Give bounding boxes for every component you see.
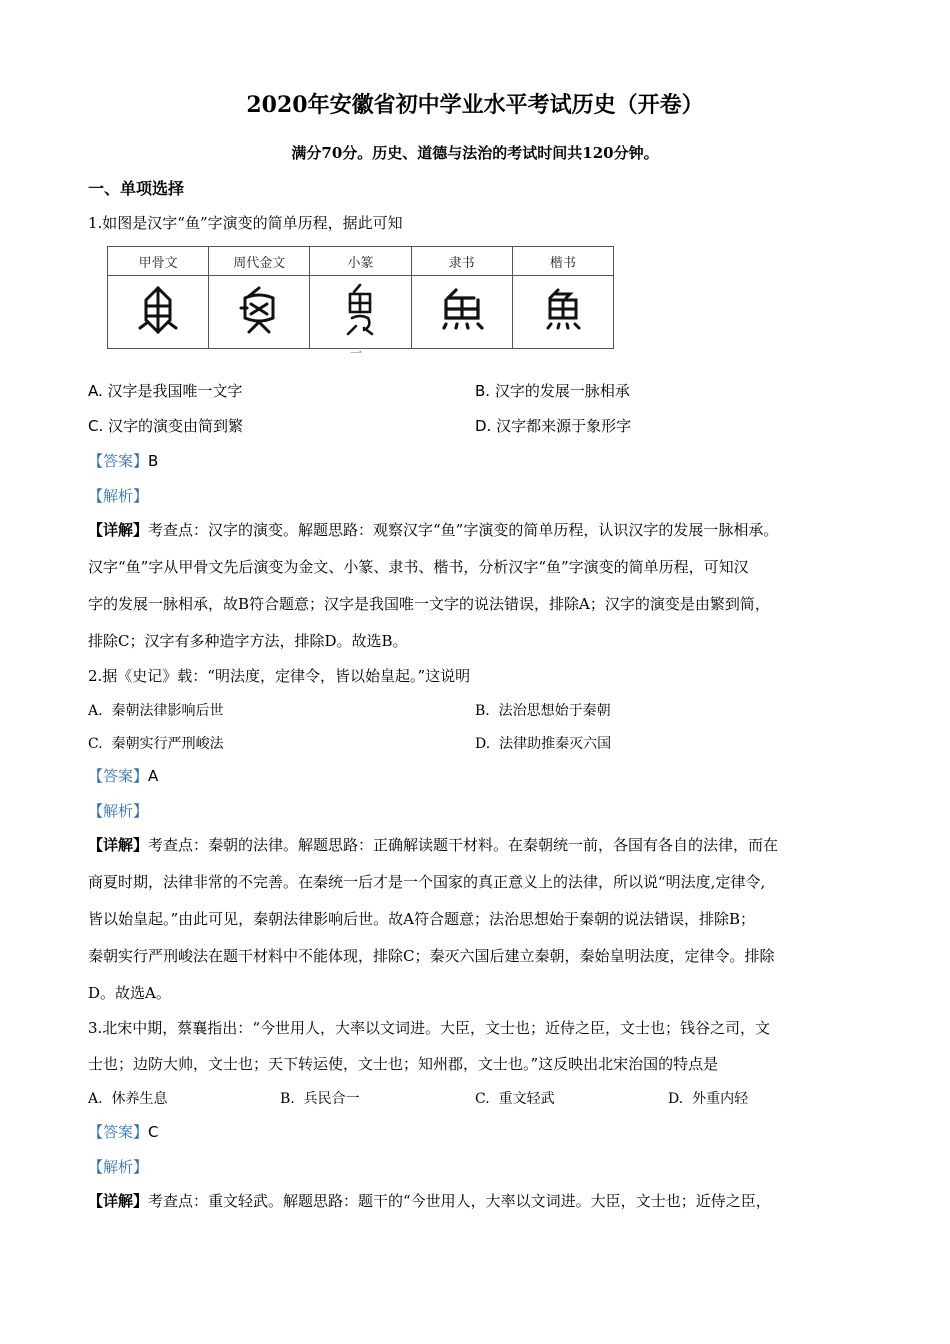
- detail-line: 【详解】考查点：秦朝的法律。解题思路：正确解读题干材料。在秦朝统一前，各国有各自的法律，而在: [88, 836, 779, 854]
- option-a: A. 秦朝法律影响后世: [88, 703, 224, 719]
- page-title: 2020年安徽省初中学业水平考试历史（开卷）: [246, 92, 704, 118]
- regular-fish-icon: [538, 286, 588, 334]
- analysis-label: 【解析】: [88, 487, 149, 505]
- option-d: D. 汉字都来源于象形字: [475, 417, 632, 435]
- question-1-stem: 1.如图是汉字“鱼”字演变的简单历程，据此可知: [88, 214, 403, 232]
- table-header: 楷书: [512, 247, 613, 276]
- question-3-stem: 3.北宋中期，蔡襄指出：“今世用人，大率以文词进。大臣，文士也；近侍之臣，文士也；钱谷之司，文: [88, 1019, 770, 1037]
- answer-line: 【答案】A: [88, 767, 159, 785]
- table-header: 小篆: [310, 247, 411, 276]
- detail-line: 商夏时期，法律非常的不完善。在秦统一后才是一个国家的真正意义上的法律，所以说“明法度,定律令,: [88, 873, 766, 891]
- clerical-fish-icon: [434, 286, 490, 334]
- option-b: B. 汉字的发展一脉相承: [475, 382, 630, 400]
- table-header: 隶书: [411, 247, 512, 276]
- question-2-stem: 2.据《史记》载：“明法度，定律令，皆以始皇起。”这说明: [88, 667, 471, 685]
- detail-line: 皆以始皇起。”由此可见，秦朝法律影响后世。故A符合题意；法治思想始于秦朝的说法错误，排除B；: [88, 910, 756, 928]
- option-a: A. 汉字是我国唯一文字: [88, 382, 243, 400]
- option-a: A. 休养生息: [88, 1091, 168, 1107]
- table-header: 周代金文: [209, 247, 310, 276]
- exam-note: 满分70分。历史、道德与法治的考试时间共120分钟。: [291, 144, 659, 162]
- fish-evolution-table: [107, 246, 614, 348]
- detail-line: 字的发展一脉相承，故B符合题意；汉字是我国唯一文字的说法错误，排除A；汉字的演变是由繁到简，: [88, 595, 770, 613]
- analysis-label: 【解析】: [88, 802, 149, 820]
- answer-line: 【答案】B: [88, 452, 159, 470]
- option-b: B. 兵民合一: [280, 1091, 360, 1107]
- detail-line: 秦朝实行严刑峻法在题干材料中不能体现，排除C；秦灭六国后建立秦朝，秦始皇明法度，定律令。排除: [88, 947, 775, 965]
- option-d: D. 外重内轻: [668, 1091, 749, 1107]
- section-heading: 一、单项选择: [88, 179, 185, 198]
- option-d: D. 法律助推秦灭六国: [475, 736, 612, 752]
- option-b: B. 法治思想始于秦朝: [475, 703, 611, 719]
- oracle-fish-icon: [136, 284, 180, 336]
- detail-line: 【详解】考查点：重文轻武。解题思路：题干的“今世用人，大率以文词进。大臣，文士也；近侍之臣，: [88, 1192, 771, 1210]
- seal-fish-icon: [340, 282, 380, 338]
- option-c: C. 秦朝实行严刑峻法: [88, 736, 224, 752]
- table-header: 甲骨文: [108, 247, 209, 276]
- detail-line: 汉字“鱼”字从甲骨文先后演变为金文、小篆、隶书、楷书，分析汉字“鱼”字演变的简单历程，可知汉: [88, 558, 749, 576]
- bronze-fish-icon: [235, 284, 283, 336]
- question-3-stem: 士也；边防大帅，文士也；天下转运使，文士也；知州郡，文士也。”这反映出北宋治国的特点是: [88, 1055, 719, 1073]
- answer-line: 【答案】C: [88, 1123, 159, 1141]
- detail-line: 【详解】考查点：汉字的演变。解题思路：观察汉字“鱼”字演变的简单历程，认识汉字的发展一脉相承。: [88, 521, 779, 539]
- option-c: C. 汉字的演变由简到繁: [88, 417, 244, 435]
- option-c: C. 重文轻武: [475, 1091, 555, 1107]
- table-caption-mark: 一: [350, 346, 363, 360]
- detail-line: D。故选A。: [88, 984, 171, 1002]
- analysis-label: 【解析】: [88, 1158, 149, 1176]
- detail-line: 排除C；汉字有多种造字方法，排除D。故选B。: [88, 632, 408, 650]
